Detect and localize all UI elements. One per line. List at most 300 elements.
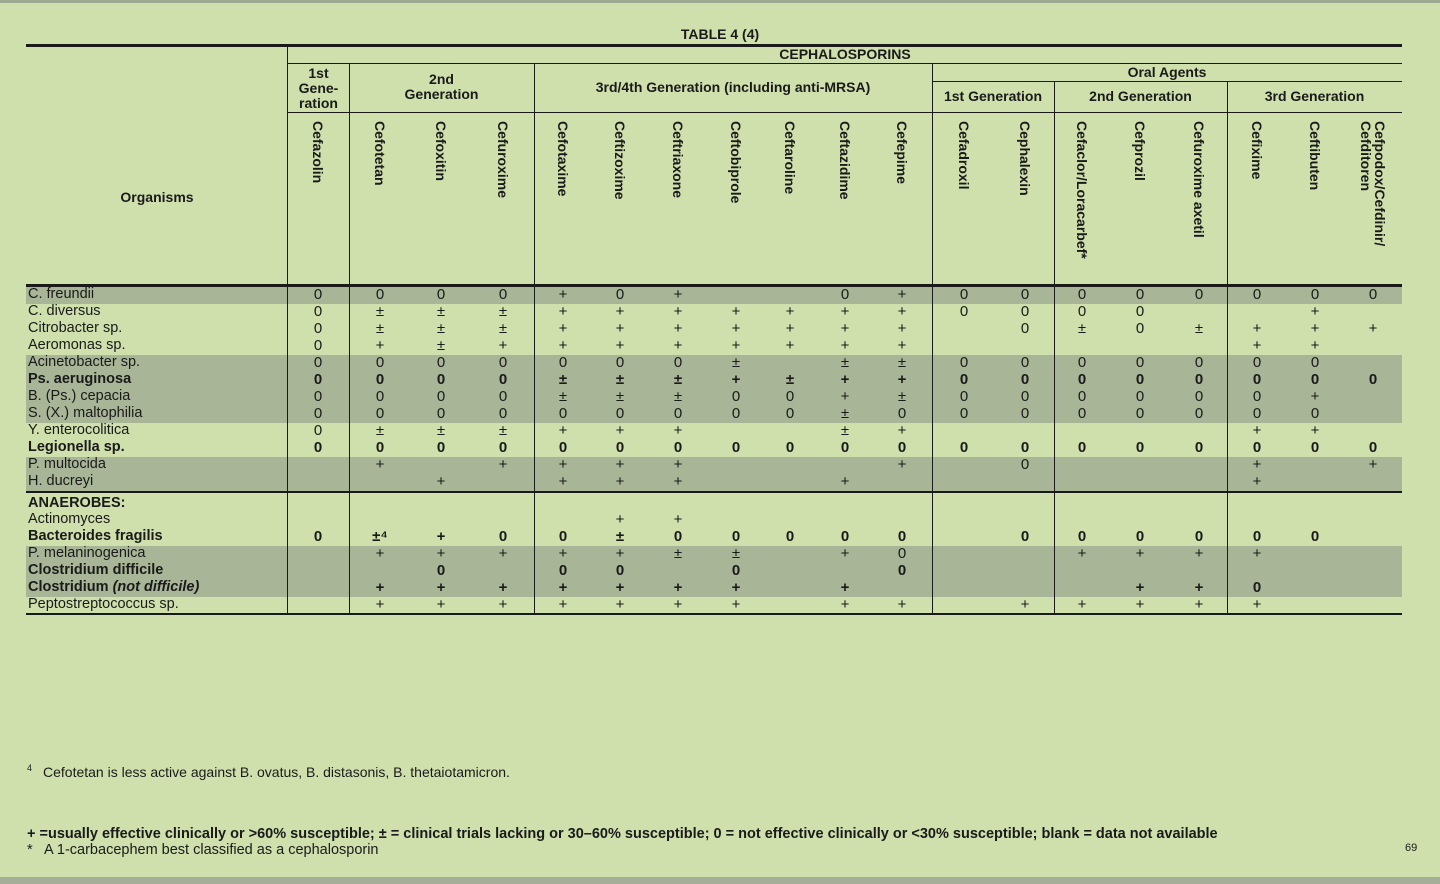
aerobe-organism-label: B. (Ps.) cepacia xyxy=(28,388,131,404)
anaerobe-value-cell: 0 xyxy=(1310,528,1320,545)
aerobe-value-cell: 0 xyxy=(1135,371,1145,388)
aerobe-value-cell: 0 xyxy=(1252,354,1262,371)
aerobe-value-cell: 0 xyxy=(959,405,969,422)
aerobe-value-cell: 0 xyxy=(498,439,508,456)
anaerobe-value-cell: + xyxy=(1077,545,1087,562)
aerobe-value-cell: + xyxy=(1310,303,1320,320)
aerobe-value-cell: + xyxy=(673,303,683,320)
aerobe-value-cell: + xyxy=(897,320,907,337)
aerobe-value-cell: 0 xyxy=(1252,388,1262,405)
anaerobe-value-cell: + xyxy=(375,596,385,613)
aerobe-value-cell: 0 xyxy=(498,405,508,422)
drug-header-14: Cefprozil xyxy=(1132,121,1148,181)
anaerobe-value-cell: + xyxy=(673,596,683,613)
aerobe-value-cell: 0 xyxy=(1020,320,1030,337)
anaerobe-value-cell: + xyxy=(840,579,850,596)
aerobe-value-cell: + xyxy=(558,473,568,490)
anaerobe-value-cell: + xyxy=(1194,545,1204,562)
aerobe-value-cell: 0 xyxy=(498,354,508,371)
aerobe-value-cell: ± xyxy=(615,371,625,388)
row-shade xyxy=(26,563,1402,580)
aerobe-value-cell: 0 xyxy=(1194,405,1204,422)
anaerobe-value-cell: + xyxy=(731,596,741,613)
aerobe-value-cell: ± xyxy=(840,405,850,422)
aerobe-value-cell: ± xyxy=(673,371,683,388)
anaerobe-value-cell: 0 xyxy=(558,562,568,579)
anaerobe-value-cell: + xyxy=(375,579,385,596)
anaerobe-value-cell: + xyxy=(436,528,446,545)
aerobe-value-cell: ± xyxy=(840,354,850,371)
anaerobe-value-cell: ± xyxy=(615,528,625,545)
aerobe-value-cell: 0 xyxy=(313,422,323,439)
organisms-header: Organisms xyxy=(120,189,194,205)
group-header-oral-agents: Oral Agents xyxy=(1127,64,1207,80)
aerobe-value-cell: 0 xyxy=(1310,354,1320,371)
aerobe-value-cell: + xyxy=(1252,473,1262,490)
aerobe-value-cell: 0 xyxy=(1194,439,1204,456)
aerobe-value-cell: 0 xyxy=(436,388,446,405)
aerobe-value-cell: 0 xyxy=(1135,320,1145,337)
drug-header-5: Ceftizoxime xyxy=(612,121,628,200)
aerobe-value-cell: + xyxy=(436,473,446,490)
aerobe-value-cell: ± xyxy=(375,303,385,320)
aerobe-value-cell: 0 xyxy=(313,371,323,388)
aerobe-value-cell: ± xyxy=(558,388,568,405)
aerobe-value-cell: + xyxy=(840,388,850,405)
aerobe-value-cell: 0 xyxy=(1135,286,1145,303)
anaerobe-value-cell: + xyxy=(1135,579,1145,596)
aerobe-value-cell: 0 xyxy=(1020,371,1030,388)
aerobe-value-cell: + xyxy=(375,337,385,354)
aerobe-value-cell: 0 xyxy=(959,439,969,456)
anaerobe-value-cell: 0 xyxy=(498,528,508,545)
aerobe-value-cell: + xyxy=(673,286,683,303)
aerobe-organism-label: C. diversus xyxy=(28,303,101,319)
anaerobe-value-cell: 0 xyxy=(1077,528,1087,545)
legend-line-2: A 1-carbacephem best classified as a cephalosporin xyxy=(44,842,379,858)
oral-subheader-3rd-generation: 3rd Generation xyxy=(1264,88,1365,104)
anaerobe-value-cell: 0 xyxy=(731,528,741,545)
aerobe-value-cell: 0 xyxy=(959,354,969,371)
aerobe-value-cell: 0 xyxy=(1020,286,1030,303)
aerobe-value-cell: + xyxy=(615,303,625,320)
anaerobe-value-cell: 0 xyxy=(1135,528,1145,545)
drug-header-16: Cefixime xyxy=(1249,121,1265,180)
aerobe-value-cell: + xyxy=(1252,320,1262,337)
aerobe-value-cell: + xyxy=(840,303,850,320)
aerobe-value-cell: + xyxy=(615,320,625,337)
anaerobe-organism-label: Peptostreptococcus sp. xyxy=(28,596,179,612)
aerobe-value-cell: 0 xyxy=(959,303,969,320)
aerobe-value-cell: + xyxy=(785,337,795,354)
anaerobe-value-cell: ± xyxy=(673,545,683,562)
aerobe-value-cell: 0 xyxy=(615,286,625,303)
aerobe-value-cell: + xyxy=(897,456,907,473)
footnote-text: Cefotetan is less active against B. ovatus, B. distasonis, B. thetaiotamicron. xyxy=(43,764,510,780)
anaerobe-organism-label: Bacteroides fragilis xyxy=(28,528,163,544)
legend-line-1: + =usually effective clinically or >60% susceptible; ± = clinical trials lacking or 30–60% susceptible; 0 = not effective clinically or <30% susceptible; blank = data not available xyxy=(27,826,1218,842)
aerobe-value-cell: ± xyxy=(436,337,446,354)
aerobe-value-cell: + xyxy=(673,337,683,354)
class-header: CEPHALOSPORINS xyxy=(779,46,911,62)
drug-header-6: Ceftriaxone xyxy=(670,121,686,199)
aerobe-value-cell: ± xyxy=(840,422,850,439)
aerobe-value-cell: 0 xyxy=(1252,286,1262,303)
anaerobe-value-cell: + xyxy=(1252,545,1262,562)
aerobe-value-cell: ± xyxy=(897,354,907,371)
anaerobe-value-cell: + xyxy=(1135,545,1145,562)
aerobe-value-cell: 0 xyxy=(1310,371,1320,388)
aerobe-value-cell: + xyxy=(558,303,568,320)
anaerobe-value-cell: 0 xyxy=(785,528,795,545)
aerobe-value-cell: 0 xyxy=(1020,439,1030,456)
aerobe-value-cell: 0 xyxy=(1194,286,1204,303)
aerobe-value-cell: + xyxy=(1368,320,1378,337)
drug-header-2: Cefoxitin xyxy=(433,121,449,181)
aerobe-value-cell: + xyxy=(558,286,568,303)
aerobe-value-cell: 0 xyxy=(731,405,741,422)
aerobe-value-cell: 0 xyxy=(375,388,385,405)
anaerobe-value-cell: 0 xyxy=(897,528,907,545)
aerobe-value-cell: 0 xyxy=(1135,439,1145,456)
anaerobe-value-cell: 0 xyxy=(897,562,907,579)
aerobe-value-cell: ± xyxy=(498,422,508,439)
drug-header-0: Cefazolin xyxy=(310,121,326,184)
anaerobe-value-cell: + xyxy=(375,545,385,562)
anaerobes-section-header: ANAEROBES: xyxy=(28,495,126,511)
aerobe-value-cell: 0 xyxy=(313,320,323,337)
aerobe-value-cell: + xyxy=(731,337,741,354)
drug-header-15: Cefuroxime axetil xyxy=(1191,121,1207,238)
anaerobe-value-cell: 0 xyxy=(1020,528,1030,545)
anaerobe-value-cell: + xyxy=(436,579,446,596)
aerobe-value-cell: 0 xyxy=(1252,371,1262,388)
organism-name-qualifier: (not difficile) xyxy=(112,579,200,595)
aerobe-value-cell: + xyxy=(897,422,907,439)
aerobe-value-cell: 0 xyxy=(897,439,907,456)
aerobe-value-cell: + xyxy=(498,456,508,473)
aerobe-value-cell: 0 xyxy=(1077,405,1087,422)
aerobe-value-cell: 0 xyxy=(313,439,323,456)
aerobe-value-cell: 0 xyxy=(313,405,323,422)
aerobe-value-cell: 0 xyxy=(673,405,683,422)
aerobe-value-cell: 0 xyxy=(1368,439,1378,456)
aerobe-value-cell: 0 xyxy=(1135,354,1145,371)
aerobe-value-cell: ± xyxy=(436,320,446,337)
anaerobe-value-cell: 0 xyxy=(558,528,568,545)
aerobe-value-cell: 0 xyxy=(1310,286,1320,303)
aerobe-organism-label: P. multocida xyxy=(28,456,106,472)
aerobe-value-cell: 0 xyxy=(313,388,323,405)
aerobe-value-cell: + xyxy=(1368,456,1378,473)
aerobe-value-cell: 0 xyxy=(558,405,568,422)
drug-header-13: Cefaclor/Loracarbef* xyxy=(1074,121,1090,259)
aerobe-value-cell: 0 xyxy=(313,354,323,371)
aerobe-value-cell: 0 xyxy=(1252,439,1262,456)
anaerobe-value-cell: + xyxy=(1077,596,1087,613)
anaerobe-value-cell: 0 xyxy=(731,562,741,579)
aerobe-value-cell: 0 xyxy=(498,388,508,405)
aerobe-value-cell: 0 xyxy=(1020,456,1030,473)
aerobe-value-cell: + xyxy=(673,422,683,439)
organism-name-main: Clostridium xyxy=(28,579,113,595)
aerobe-value-cell: + xyxy=(615,473,625,490)
aerobe-value-cell: 0 xyxy=(959,388,969,405)
aerobe-value-cell: + xyxy=(1310,422,1320,439)
aerobe-organism-label: H. ducreyi xyxy=(28,473,94,489)
aerobe-value-cell: 0 xyxy=(313,337,323,354)
aerobe-value-cell: + xyxy=(673,320,683,337)
aerobe-value-cell: 0 xyxy=(731,388,741,405)
aerobe-value-cell: 0 xyxy=(436,354,446,371)
aerobe-value-cell: ± xyxy=(436,422,446,439)
aerobe-organism-label: Y. enterocolitica xyxy=(28,422,130,438)
aerobe-value-cell: ± xyxy=(436,303,446,320)
aerobe-value-cell: 0 xyxy=(1135,303,1145,320)
aerobe-value-cell: 0 xyxy=(313,286,323,303)
aerobe-value-cell: 0 xyxy=(1077,371,1087,388)
anaerobe-value-cell: + xyxy=(673,511,683,528)
anaerobe-value-cell: + xyxy=(897,596,907,613)
aerobe-value-cell: + xyxy=(840,320,850,337)
anaerobe-value-cell: + xyxy=(840,545,850,562)
anaerobe-value-cell: + xyxy=(1135,596,1145,613)
aerobe-value-cell: 0 xyxy=(1252,405,1262,422)
anaerobe-value-cell: 0 xyxy=(840,528,850,545)
aerobe-value-cell: 0 xyxy=(959,286,969,303)
anaerobe-value-cell: 0 xyxy=(1194,528,1204,545)
aerobe-value-cell: ± xyxy=(498,320,508,337)
aerobe-value-cell: ± xyxy=(897,388,907,405)
drug-header-3: Cefuroxime xyxy=(495,121,511,199)
aerobe-value-cell: + xyxy=(558,422,568,439)
aerobe-value-cell: 0 xyxy=(558,354,568,371)
aerobe-organism-label: Ps. aeruginosa xyxy=(28,371,132,387)
drug-header-7: Ceftobiprole xyxy=(728,121,744,204)
row-shade xyxy=(26,457,1402,474)
aerobe-value-cell: 0 xyxy=(558,439,568,456)
aerobe-value-cell: + xyxy=(558,320,568,337)
aerobe-value-cell: 0 xyxy=(436,286,446,303)
anaerobe-value-cell: + xyxy=(558,545,568,562)
aerobe-value-cell: 0 xyxy=(1310,405,1320,422)
drug-header-11: Cefadroxil xyxy=(956,121,972,190)
anaerobe-organism-label: P. melaninogenica xyxy=(28,545,146,561)
aerobe-value-cell: 0 xyxy=(785,388,795,405)
aerobe-value-cell: 0 xyxy=(615,405,625,422)
drug-header-18: Cefpodox/Cefdinir/ Cefditoren xyxy=(1358,121,1388,247)
aerobe-value-cell: 0 xyxy=(1077,439,1087,456)
aerobe-value-cell: ± xyxy=(1077,320,1087,337)
aerobe-value-cell: 0 xyxy=(840,286,850,303)
anaerobe-value-cell: + xyxy=(558,579,568,596)
aerobe-value-cell: 0 xyxy=(375,439,385,456)
anaerobe-value-cell: + xyxy=(558,596,568,613)
anaerobe-value-cell: 0 xyxy=(1252,579,1262,596)
aerobe-value-cell: 0 xyxy=(498,286,508,303)
drug-header-10: Cefepime xyxy=(894,121,910,185)
aerobe-value-cell: 0 xyxy=(1194,388,1204,405)
anaerobe-value-cell: + xyxy=(498,545,508,562)
drug-header-8: Ceftaroline xyxy=(782,121,798,195)
aerobe-value-cell: 0 xyxy=(1077,388,1087,405)
aerobe-value-cell: 0 xyxy=(1194,371,1204,388)
aerobe-value-cell: 0 xyxy=(375,405,385,422)
anaerobe-value-cell: + xyxy=(615,596,625,613)
aerobe-value-cell: 0 xyxy=(615,354,625,371)
aerobe-value-cell: + xyxy=(897,337,907,354)
aerobe-value-cell: 0 xyxy=(1310,439,1320,456)
anaerobe-organism-label xyxy=(28,579,199,596)
anaerobe-value-cell: 0 xyxy=(615,562,625,579)
anaerobe-value-cell: + xyxy=(1194,579,1204,596)
drug-header-12: Cephalexin xyxy=(1017,121,1033,196)
aerobe-value-cell: + xyxy=(615,456,625,473)
aerobe-value-cell: ± xyxy=(558,371,568,388)
aerobe-value-cell: 0 xyxy=(673,354,683,371)
aerobe-value-cell: 0 xyxy=(1368,286,1378,303)
anaerobe-value-cell: + xyxy=(436,545,446,562)
anaerobe-value-cell: + xyxy=(1252,596,1262,613)
aerobe-value-cell: + xyxy=(1310,337,1320,354)
aerobe-value-cell: ± xyxy=(375,320,385,337)
aerobe-value-cell: ± xyxy=(785,371,795,388)
page-number: 69 xyxy=(1405,842,1418,854)
oral-subheader-2nd-generation: 2nd Generation xyxy=(1089,88,1192,104)
aerobe-value-cell: + xyxy=(731,303,741,320)
anaerobe-value-cell: + xyxy=(436,596,446,613)
aerobe-value-cell: + xyxy=(897,303,907,320)
aerobe-value-cell: + xyxy=(375,456,385,473)
aerobe-value-cell: 0 xyxy=(731,439,741,456)
aerobe-value-cell: + xyxy=(673,473,683,490)
table-title: TABLE 4 (4) xyxy=(680,26,760,42)
aerobe-value-cell: 0 xyxy=(1368,371,1378,388)
anaerobe-value-cell: + xyxy=(673,579,683,596)
aerobe-value-cell: 0 xyxy=(897,405,907,422)
aerobe-value-cell: + xyxy=(785,320,795,337)
aerobe-value-cell: + xyxy=(731,371,741,388)
aerobe-value-cell: 0 xyxy=(785,405,795,422)
aerobe-value-cell: 0 xyxy=(375,286,385,303)
aerobe-value-cell: 0 xyxy=(436,371,446,388)
aerobe-value-cell: 0 xyxy=(498,371,508,388)
anaerobe-value-cell: 0 xyxy=(897,545,907,562)
aerobe-value-cell: ± xyxy=(615,388,625,405)
aerobe-value-cell: + xyxy=(1252,456,1262,473)
aerobe-value-cell: 0 xyxy=(840,439,850,456)
anaerobe-value-cell: + xyxy=(1020,596,1030,613)
aerobe-value-cell: 0 xyxy=(1077,286,1087,303)
aerobe-value-cell: ± xyxy=(375,422,385,439)
aerobe-value-cell: + xyxy=(1310,320,1320,337)
anaerobe-value-cell: 0 xyxy=(1252,528,1262,545)
aerobe-value-cell: 0 xyxy=(1020,303,1030,320)
anaerobe-value-cell: + xyxy=(615,511,625,528)
aerobe-value-cell: + xyxy=(785,303,795,320)
aerobe-value-cell: + xyxy=(897,371,907,388)
aerobe-value-cell: 0 xyxy=(1135,388,1145,405)
aerobe-value-cell: 0 xyxy=(1020,405,1030,422)
aerobe-organism-label: S. (X.) maltophilia xyxy=(28,405,143,421)
aerobe-value-cell: 0 xyxy=(1077,303,1087,320)
aerobe-organism-label: Aeromonas sp. xyxy=(28,337,126,353)
anaerobe-value-cell: 0 xyxy=(436,562,446,579)
aerobe-value-cell: + xyxy=(558,337,568,354)
anaerobe-organism-label: Actinomyces xyxy=(28,511,111,527)
aerobe-value-cell: 0 xyxy=(1135,405,1145,422)
drug-header-17: Ceftibuten xyxy=(1307,121,1323,191)
aerobe-value-cell: 0 xyxy=(375,354,385,371)
aerobe-value-cell: 0 xyxy=(1020,388,1030,405)
aerobe-value-cell: 0 xyxy=(375,371,385,388)
anaerobe-value-cell: + xyxy=(498,596,508,613)
aerobe-value-cell: + xyxy=(1310,388,1320,405)
anaerobe-value-cell: + xyxy=(1194,596,1204,613)
aerobe-value-cell: + xyxy=(840,371,850,388)
drug-header-4: Cefotaxime xyxy=(555,121,571,197)
anaerobe-value-cell: + xyxy=(615,545,625,562)
aerobe-value-cell: 0 xyxy=(1194,354,1204,371)
aerobe-value-cell: 0 xyxy=(959,371,969,388)
drug-header-9: Ceftazidime xyxy=(837,121,853,200)
drug-header-1: Cefotetan xyxy=(372,121,388,186)
group-header-3rd-4th-generation: 3rd/4th Generation (including anti-MRSA) xyxy=(595,79,871,95)
aerobe-value-cell: + xyxy=(1252,422,1262,439)
bottom-border xyxy=(0,877,1440,884)
anaerobe-value-cell: + xyxy=(615,579,625,596)
aerobe-value-cell: + xyxy=(897,286,907,303)
aerobe-value-cell: 0 xyxy=(436,439,446,456)
aerobe-organism-label: Citrobacter sp. xyxy=(28,320,123,336)
anaerobe-value-cell: + xyxy=(498,579,508,596)
aerobe-value-cell: + xyxy=(615,422,625,439)
footnote-marker: 4 xyxy=(27,763,33,773)
aerobe-organism-label: Acinetobacter sp. xyxy=(28,354,141,370)
aerobe-value-cell: 0 xyxy=(313,303,323,320)
group-header-1st-generation: 1st Gene- ration xyxy=(298,65,339,111)
aerobe-value-cell: ± xyxy=(498,303,508,320)
aerobe-value-cell: 0 xyxy=(1020,354,1030,371)
aerobe-value-cell: 0 xyxy=(673,439,683,456)
aerobe-value-cell: + xyxy=(673,456,683,473)
aerobe-value-cell: + xyxy=(615,337,625,354)
anaerobe-value-cell: + xyxy=(840,596,850,613)
aerobe-value-cell: + xyxy=(498,337,508,354)
aerobe-value-cell: ± xyxy=(673,388,683,405)
anaerobe-organism-label: Clostridium difficile xyxy=(28,562,164,578)
aerobe-organism-label: Legionella sp. xyxy=(28,439,125,455)
row-shade xyxy=(26,474,1402,491)
anaerobe-value-cell: 0 xyxy=(313,528,323,545)
anaerobe-value-cell: 0 xyxy=(673,528,683,545)
aerobe-value-cell: 0 xyxy=(785,439,795,456)
aerobe-value-cell: 0 xyxy=(436,405,446,422)
anaerobe-value-cell: ± xyxy=(731,545,741,562)
group-header-2nd-generation: 2nd Generation xyxy=(404,71,479,102)
aerobe-value-cell: + xyxy=(840,337,850,354)
oral-subheader-1st-generation: 1st Generation xyxy=(943,88,1043,104)
aerobe-value-cell: ± xyxy=(1194,320,1204,337)
aerobe-organism-label: C. freundii xyxy=(28,286,95,302)
aerobe-value-cell: + xyxy=(731,320,741,337)
aerobe-value-cell: + xyxy=(558,456,568,473)
anaerobe-value-cell: + xyxy=(731,579,741,596)
aerobe-value-cell: ± xyxy=(731,354,741,371)
aerobe-value-cell: + xyxy=(1252,337,1262,354)
aerobe-value-cell: 0 xyxy=(1077,354,1087,371)
aerobe-value-cell: 0 xyxy=(615,439,625,456)
